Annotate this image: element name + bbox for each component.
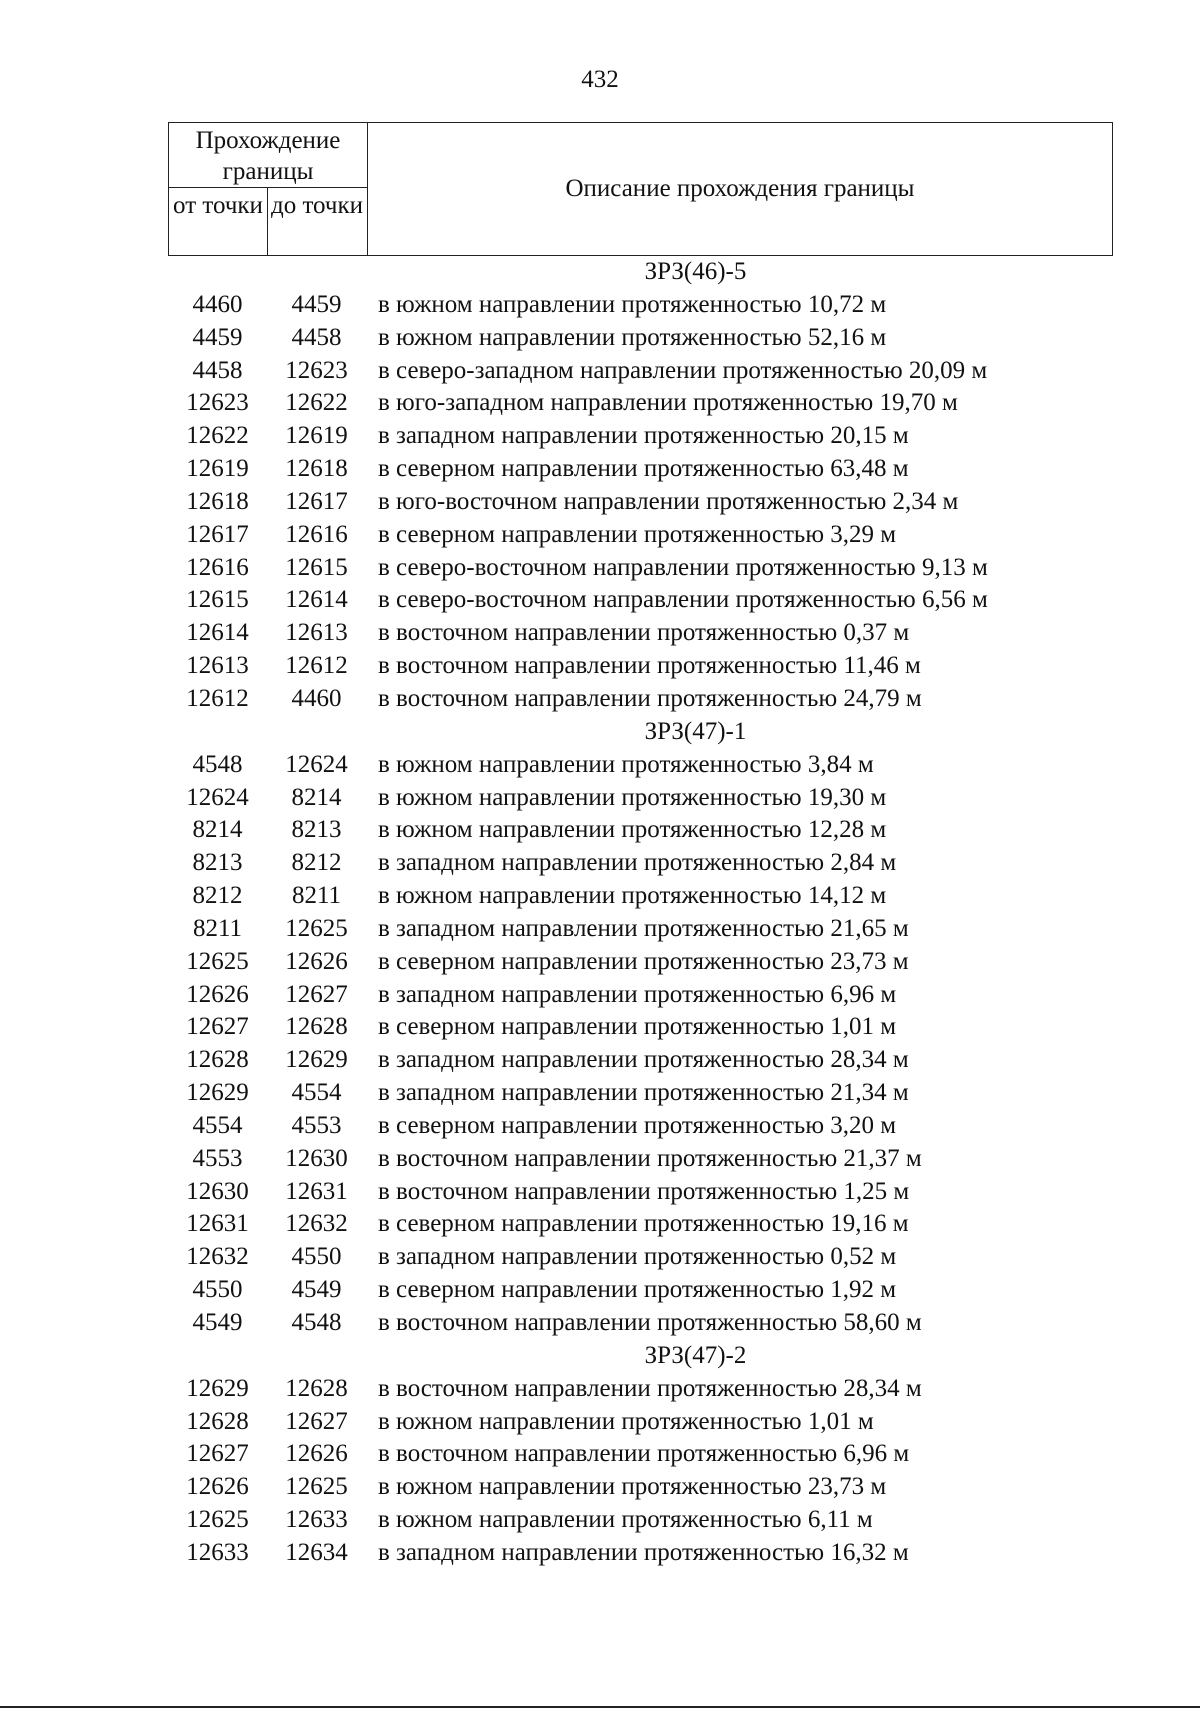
description-cell: в северном направлении протяженностью 63,48 м	[378, 455, 909, 483]
description-cell: в восточном направлении протяженностью 28,34 м	[378, 1374, 922, 1402]
header-to-point: до точки	[270, 192, 364, 219]
table-row	[168, 1110, 1113, 1143]
from-point-cell: 12613	[186, 652, 249, 680]
to-point-cell: 12617	[285, 487, 348, 515]
to-point-cell: 12622	[285, 389, 348, 417]
description-cell: в восточном направлении протяженностью 24,79 м	[378, 684, 922, 712]
from-point-cell: 8213	[192, 849, 243, 877]
from-point-cell: 4458	[192, 356, 243, 384]
table-row	[168, 322, 1113, 355]
boundary-table-body	[168, 256, 1113, 1570]
to-point-cell: 4550	[291, 1243, 342, 1271]
table-row	[168, 420, 1113, 453]
from-point-cell: 4548	[192, 750, 243, 778]
table-row	[168, 1011, 1113, 1044]
table-row	[168, 913, 1113, 946]
from-point-cell: 4554	[192, 1111, 243, 1139]
to-point-cell: 12631	[285, 1177, 348, 1205]
header-group-label: Прохождение границы	[169, 123, 367, 188]
description-cell: в южном направлении протяженностью 23,73 м	[378, 1473, 887, 1501]
description-cell: в западном направлении протяженностью 16,32 м	[378, 1538, 909, 1566]
table-row	[168, 289, 1113, 322]
to-point-cell: 12623	[285, 356, 348, 384]
from-point-cell: 12612	[186, 684, 249, 712]
table-row	[168, 1143, 1113, 1176]
to-point-cell: 12614	[285, 586, 348, 614]
table-row	[168, 814, 1113, 847]
to-point-cell: 4553	[291, 1111, 342, 1139]
description-cell: в северном направлении протяженностью 1,92 м	[378, 1276, 897, 1304]
from-point-cell: 4459	[192, 323, 243, 351]
description-cell: в южном направлении протяженностью 10,72 м	[378, 290, 887, 318]
description-cell: в западном направлении протяженностью 2,84 м	[378, 849, 897, 877]
boundary-passage-header	[169, 123, 368, 255]
description-cell: в северном направлении протяженностью 3,29 м	[378, 520, 897, 548]
table-row	[168, 584, 1113, 617]
description-cell: в южном направлении протяженностью 6,11 м	[378, 1506, 873, 1534]
table-row	[168, 880, 1113, 913]
table-row	[168, 387, 1113, 420]
description-cell: в восточном направлении протяженностью 21,37 м	[378, 1144, 922, 1172]
to-point-cell: 4458	[291, 323, 342, 351]
to-point-cell: 4460	[291, 684, 342, 712]
table-row	[168, 650, 1113, 683]
table-header	[168, 122, 1113, 256]
section-title: ЗРЗ(47)-2	[644, 1341, 747, 1369]
from-point-cell: 12623	[186, 389, 249, 417]
from-point-cell: 12632	[186, 1243, 249, 1271]
description-cell: в южном направлении протяженностью 1,01 м	[378, 1407, 874, 1435]
to-point-cell: 4548	[291, 1309, 342, 1336]
table-row	[168, 1176, 1113, 1209]
description-cell: в южном направлении протяженностью 12,28 м	[378, 816, 887, 844]
to-point-cell: 12633	[285, 1506, 348, 1534]
description-cell: в северном направлении протяженностью 23,73 м	[378, 947, 909, 975]
to-point-cell: 12619	[285, 422, 348, 450]
table-row	[168, 519, 1113, 552]
from-point-cell: 12625	[186, 947, 249, 975]
to-point-cell: 12632	[285, 1210, 348, 1238]
from-point-cell: 12625	[186, 1506, 249, 1534]
to-point-cell: 8214	[291, 783, 342, 811]
table-row	[168, 1406, 1113, 1439]
description-cell: в западном направлении протяженностью 20,15 м	[378, 422, 909, 450]
to-point-cell: 12630	[285, 1144, 348, 1172]
description-cell: в западном направлении протяженностью 6,96 м	[378, 980, 897, 1008]
to-point-cell: 12625	[285, 1473, 348, 1501]
table-row	[168, 1537, 1113, 1570]
table-row	[168, 1438, 1113, 1471]
to-point-cell: 8211	[291, 882, 342, 910]
from-point-cell: 8212	[192, 882, 243, 910]
to-point-cell: 12612	[285, 652, 348, 680]
header-from-point: от точки	[169, 188, 268, 255]
to-point-cell: 8212	[291, 849, 342, 877]
table-row	[168, 453, 1113, 486]
to-point-cell: 12624	[285, 750, 348, 778]
from-point-cell: 12627	[186, 1013, 249, 1041]
to-point-cell: 12616	[285, 520, 348, 548]
table-row	[168, 847, 1113, 880]
description-cell: в северо-восточном направлении протяженностью 9,13 м	[378, 553, 988, 581]
description-cell: в западном направлении протяженностью 0,52 м	[378, 1243, 897, 1271]
from-point-cell: 12616	[186, 553, 249, 581]
section-title: ЗРЗ(47)-1	[644, 717, 747, 745]
description-cell: в южном направлении протяженностью 19,30 м	[378, 783, 887, 811]
table-row	[168, 617, 1113, 650]
to-point-cell: 12629	[285, 1046, 348, 1074]
from-point-cell: 12628	[186, 1046, 249, 1074]
table-row	[168, 1274, 1113, 1307]
description-cell: в северном направлении протяженностью 1,01 м	[378, 1013, 897, 1041]
description-cell: в западном направлении протяженностью 21,65 м	[378, 914, 909, 942]
from-point-cell: 4550	[192, 1276, 243, 1304]
to-point-cell: 4459	[291, 290, 342, 318]
description-cell: в восточном направлении протяженностью 58,60 м	[378, 1309, 922, 1336]
table-row	[168, 1471, 1113, 1504]
from-point-cell: 12630	[186, 1177, 249, 1205]
description-cell: в западном направлении протяженностью 21,34 м	[378, 1079, 909, 1107]
table-row	[168, 1241, 1113, 1274]
description-cell: в восточном направлении протяженностью 0,37 м	[378, 619, 910, 647]
description-cell: в южном направлении протяженностью 3,84 м	[378, 750, 874, 778]
table-row	[168, 1208, 1113, 1241]
to-point-cell: 4554	[291, 1079, 342, 1107]
from-point-cell: 12617	[186, 520, 249, 548]
description-cell: в западном направлении протяженностью 28,34 м	[378, 1046, 909, 1074]
table-row	[168, 355, 1113, 388]
description-cell: в северо-западном направлении протяженностью 20,09 м	[378, 356, 988, 384]
to-point-cell: 12613	[285, 619, 348, 647]
to-point-cell: 12618	[285, 455, 348, 483]
to-point-cell: 12625	[285, 914, 348, 942]
to-point-cell: 12628	[285, 1374, 348, 1402]
table-row	[168, 946, 1113, 979]
from-point-cell: 12614	[186, 619, 249, 647]
bottom-rule	[0, 1706, 1200, 1708]
table-row	[168, 486, 1113, 519]
from-point-cell: 12615	[186, 586, 249, 614]
to-point-cell: 4549	[291, 1276, 342, 1304]
from-point-cell: 12627	[186, 1440, 249, 1468]
description-cell: в южном направлении протяженностью 14,12 м	[378, 882, 887, 910]
table-row	[168, 749, 1113, 782]
from-point-cell: 12629	[186, 1374, 249, 1402]
description-cell: в юго-западном направлении протяженностью 19,70 м	[378, 389, 958, 417]
description-cell: в северо-восточном направлении протяженностью 6,56 м	[378, 586, 988, 614]
to-point-cell: 12634	[285, 1538, 348, 1566]
to-point-cell: 12615	[285, 553, 348, 581]
table-row	[168, 552, 1113, 585]
from-point-cell: 12622	[186, 422, 249, 450]
from-point-cell: 12624	[186, 783, 249, 811]
description-cell: в восточном направлении протяженностью 6,96 м	[378, 1440, 910, 1468]
description-cell: в восточном направлении протяженностью 11,46 м	[378, 652, 921, 680]
to-point-cell: 12628	[285, 1013, 348, 1041]
to-point-cell: 12627	[285, 1407, 348, 1435]
page-number: 432	[581, 66, 619, 93]
table-row	[168, 1044, 1113, 1077]
table-row	[168, 1307, 1113, 1340]
table-row	[168, 782, 1113, 815]
from-point-cell: 12618	[186, 487, 249, 515]
description-cell: в юго-восточном направлении протяженностью 2,34 м	[378, 487, 959, 515]
description-cell: в северном направлении протяженностью 19,16 м	[378, 1210, 909, 1238]
description-cell: в южном направлении протяженностью 52,16 м	[378, 323, 887, 351]
from-point-cell: 12626	[186, 1473, 249, 1501]
from-point-cell: 12633	[186, 1538, 249, 1566]
table-row	[168, 1504, 1113, 1537]
to-point-cell: 8213	[291, 816, 342, 844]
from-point-cell: 12629	[186, 1079, 249, 1107]
description-cell: в восточном направлении протяженностью 1,25 м	[378, 1177, 910, 1205]
from-point-cell: 12628	[186, 1407, 249, 1435]
to-point-cell: 12626	[285, 1440, 348, 1468]
from-point-cell: 12631	[186, 1210, 249, 1238]
from-point-cell: 4460	[192, 290, 243, 318]
header-description: Описание прохождения границы	[565, 175, 915, 202]
from-point-cell: 12619	[186, 455, 249, 483]
to-point-cell: 12627	[285, 980, 348, 1008]
description-cell: в северном направлении протяженностью 3,20 м	[378, 1111, 897, 1139]
section-title: ЗРЗ(46)-5	[644, 258, 747, 285]
to-point-cell: 12626	[285, 947, 348, 975]
from-point-cell: 12626	[186, 980, 249, 1008]
from-point-cell: 8214	[192, 816, 243, 844]
from-point-cell: 4553	[192, 1144, 243, 1172]
table-row	[168, 683, 1113, 716]
table-row	[168, 1373, 1113, 1406]
table-row	[168, 979, 1113, 1012]
from-point-cell: 4549	[192, 1309, 243, 1336]
table-row	[168, 1077, 1113, 1110]
from-point-cell: 8211	[192, 914, 243, 942]
